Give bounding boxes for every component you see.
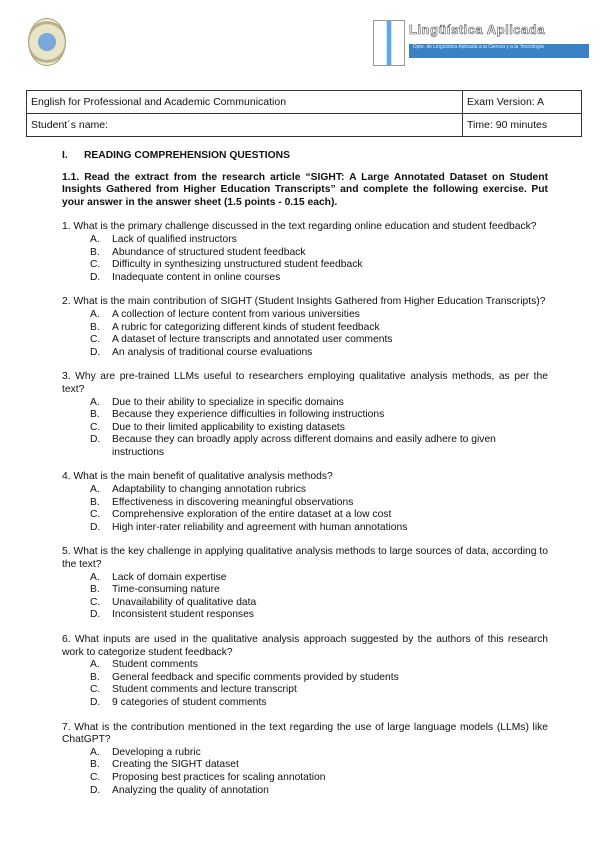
option-letter: D. — [90, 434, 101, 446]
option-letter: C. — [90, 771, 101, 783]
student-name-field[interactable]: Student´s name: — [27, 114, 463, 137]
option-text: High inter-rater reliability and agreement with human annotations — [112, 521, 408, 533]
logo-figure-icon — [373, 20, 405, 66]
section-title: READING COMPREHENSION QUESTIONS — [84, 150, 290, 161]
answer-option — [62, 772, 548, 785]
answer-option — [62, 397, 548, 410]
university-seal-logo — [28, 18, 66, 66]
option-text: Lack of domain expertise — [112, 571, 227, 583]
option-letter: A. — [90, 746, 100, 758]
answer-option — [62, 322, 548, 335]
option-letter: A. — [90, 308, 100, 320]
option-text: Due to their ability to specialize in specific domains — [112, 396, 344, 408]
option-text: Because they experience difficulties in following instructions — [112, 409, 385, 421]
option-letter: C. — [90, 684, 101, 696]
question-text: 1. What is the primary challenge discussed in the text regarding online education and student feedback? — [62, 221, 537, 233]
exam-info-table — [26, 90, 582, 137]
department-logo — [373, 20, 593, 64]
option-letter: B. — [90, 671, 100, 683]
option-text: Because they can broadly apply across different domains and easily adhere to given instructions — [112, 434, 496, 458]
option-letter: A. — [90, 659, 100, 671]
answer-option — [62, 409, 548, 422]
option-text: Inadequate content in online courses — [112, 271, 281, 283]
answer-option — [62, 347, 548, 360]
answer-option — [62, 259, 548, 272]
question-text: 2. What is the main contribution of SIGHT (Student Insights Gathered from Higher Education Transcripts)? — [62, 296, 546, 308]
answer-option — [62, 234, 548, 247]
option-text: Student comments and lecture transcript — [112, 684, 297, 696]
option-text: 9 categories of student comments — [112, 696, 267, 708]
option-letter: D. — [90, 696, 101, 708]
answer-option — [62, 747, 548, 760]
question — [62, 722, 548, 798]
option-text: A dataset of lecture transcripts and annotated user comments — [112, 334, 393, 346]
exercise-instructions: 1.1. Read the extract from the research article “SIGHT: A Large Annotated Dataset on Student Insights Gathered from Higher Education Transcripts” and complete the following exercise. Put your answer in the answer sheet (1.5 points - 0.15 each). — [62, 171, 548, 208]
option-letter: D. — [90, 609, 101, 621]
question — [62, 546, 548, 622]
option-text: Proposing best practices for scaling annotation — [112, 771, 326, 783]
option-letter: A. — [90, 396, 100, 408]
section-number: I. — [62, 150, 68, 161]
option-letter: D. — [90, 521, 101, 533]
answer-option — [62, 572, 548, 585]
question-text: 3. Why are pre-trained LLMs useful to researchers employing qualitative analysis methods, as per the text? — [62, 371, 548, 395]
answer-option — [62, 785, 548, 798]
answer-option — [62, 247, 548, 260]
option-text: Abundance of structured student feedback — [112, 246, 306, 258]
answer-option — [62, 334, 548, 347]
question-text: 5. What is the key challenge in applying qualitative analysis methods to large sources of data, according to the text? — [62, 546, 548, 571]
answer-option — [62, 522, 548, 535]
option-letter: B. — [90, 321, 100, 333]
option-text: Time-consuming nature — [112, 584, 220, 596]
answer-option — [62, 672, 548, 685]
answer-option — [62, 759, 548, 772]
question-list — [62, 221, 548, 797]
option-text: Lack of qualified instructors — [112, 233, 237, 245]
question — [62, 471, 548, 534]
answer-option — [62, 509, 548, 522]
option-letter: C. — [90, 596, 101, 608]
course-name: English for Professional and Academic Communication — [27, 91, 463, 114]
option-text: Student comments — [112, 659, 198, 671]
option-text: Unavailability of qualitative data — [112, 596, 257, 608]
answer-option — [62, 684, 548, 697]
answer-option — [62, 434, 548, 459]
option-letter: B. — [90, 409, 100, 421]
option-letter: B. — [90, 246, 100, 258]
question — [62, 371, 548, 459]
option-text: A rubric for categorizing different kinds of student feedback — [112, 321, 380, 333]
option-text: Developing a rubric — [112, 746, 201, 758]
option-letter: C. — [90, 334, 101, 346]
question — [62, 221, 548, 284]
option-text: Creating the SIGHT dataset — [112, 759, 239, 771]
option-letter: A. — [90, 571, 100, 583]
option-text: Difficulty in synthesizing unstructured student feedback — [112, 259, 363, 271]
option-letter: C. — [90, 259, 101, 271]
option-text: General feedback and specific comments provided by students — [112, 671, 399, 683]
question-text: 4. What is the main benefit of qualitative analysis methods? — [62, 471, 333, 483]
exam-version: Exam Version: A — [463, 91, 582, 114]
answer-option — [62, 484, 548, 497]
answer-option — [62, 584, 548, 597]
option-text: An analysis of traditional course evaluations — [112, 346, 313, 358]
logo-subtitle: Dpto. de Lingüística Aplicada a la Ciencia y a la Tecnología — [409, 44, 589, 58]
option-letter: B. — [90, 496, 100, 508]
option-text: Inconsistent student responses — [112, 609, 254, 621]
answer-option — [62, 659, 548, 672]
option-letter: A. — [90, 233, 100, 245]
option-text: Effectiveness in discovering meaningful observations — [112, 496, 354, 508]
question-text: 6. What inputs are used in the qualitative analysis approach suggested by the authors of this research work to categorize student feedback? — [62, 634, 548, 658]
answer-option — [62, 422, 548, 435]
option-letter: C. — [90, 509, 101, 521]
logo-title: Lingüística Aplicada — [409, 22, 545, 37]
question-text: 7. What is the contribution mentioned in the text regarding the use of large language models (LLMs) like ChatGPT? — [62, 721, 548, 746]
exam-time: Time: 90 minutes — [463, 114, 582, 137]
answer-option — [62, 609, 548, 622]
answer-option — [62, 309, 548, 322]
option-text: A collection of lecture content from various universities — [112, 308, 360, 320]
answer-option — [62, 597, 548, 610]
section-heading — [62, 150, 548, 163]
answer-option — [62, 272, 548, 285]
option-text: Adaptability to changing annotation rubrics — [112, 484, 307, 496]
option-letter: D. — [90, 784, 101, 796]
option-letter: C. — [90, 421, 101, 433]
option-text: Analyzing the quality of annotation — [112, 784, 269, 796]
question — [62, 296, 548, 359]
answer-option — [62, 697, 548, 710]
option-text: Due to their limited applicability to existing datasets — [112, 421, 345, 433]
option-letter: D. — [90, 346, 101, 358]
answer-option — [62, 497, 548, 510]
option-text: Comprehensive exploration of the entire dataset at a low cost — [112, 509, 392, 521]
option-letter: A. — [90, 484, 100, 496]
exam-content — [62, 150, 548, 809]
option-letter: D. — [90, 271, 101, 283]
option-letter: B. — [90, 759, 100, 771]
question — [62, 634, 548, 710]
option-letter: B. — [90, 584, 100, 596]
